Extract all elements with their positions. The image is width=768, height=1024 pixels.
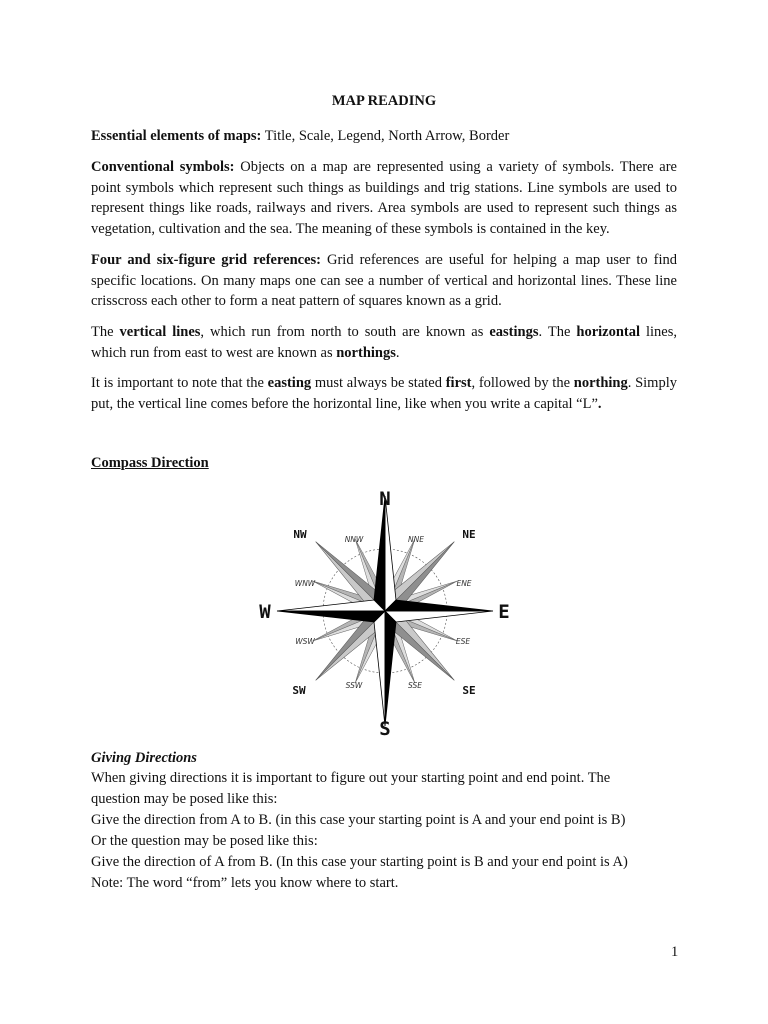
- vertical-lines-term: vertical lines: [119, 324, 201, 340]
- essential-elements-label: Essential elements of maps:: [91, 128, 262, 144]
- text-run: .: [395, 344, 400, 361]
- compass-label-sse: SSE: [408, 681, 422, 690]
- text-run: . The: [538, 324, 577, 340]
- giving-directions-line: Give the direction of A from B. (In this case your starting point is B and your end point is A): [91, 854, 628, 870]
- easting-first-paragraph: [91, 373, 677, 414]
- compass-label-nnw: NNW: [344, 535, 364, 544]
- compass-label-s: S: [379, 718, 391, 740]
- compass-direction-heading: Compass Direction: [91, 455, 209, 471]
- giving-directions-line: Or the question may be posed like this:: [91, 833, 318, 849]
- compass-label-ese: ESE: [455, 637, 471, 646]
- giving-directions-line: question may be posed like this:: [91, 791, 278, 807]
- text-run: .: [597, 395, 602, 412]
- compass-label-w: W: [259, 601, 271, 623]
- text-run: , which run from north to south are known as: [200, 324, 490, 340]
- giving-directions-heading: Giving Directions: [91, 750, 197, 766]
- compass-label-ene: ENE: [456, 579, 472, 588]
- conventional-symbols-paragraph: [91, 157, 677, 239]
- giving-directions-line: Note: The word “from” lets you know where to start.: [91, 875, 399, 891]
- easting-term: easting: [267, 375, 312, 391]
- cardinal-points: [277, 496, 493, 726]
- compass-label-nne: NNE: [408, 535, 424, 544]
- text-run: The: [91, 324, 120, 340]
- essential-elements-paragraph: [91, 126, 677, 147]
- compass-label-ne: NE: [462, 528, 476, 541]
- grid-references-paragraph: [91, 250, 677, 312]
- text-run: lines, which run from east to west are known as: [91, 324, 678, 361]
- horizontal-term: horizontal: [576, 324, 641, 340]
- conventional-symbols-label: Conventional symbols:: [91, 159, 235, 175]
- compass-label-ssw: SSW: [345, 681, 363, 690]
- compass-label-wnw: WNW: [294, 579, 316, 588]
- essential-elements-text: Title, Scale, Legend, North Arrow, Border: [261, 128, 510, 144]
- grid-references-label: Four and six-figure grid references:: [91, 252, 321, 268]
- eastings-northings-paragraph: [91, 322, 677, 363]
- conventional-symbols-text: Objects on a map are represented using a variety of symbols. There are point symbols which represent such things as buildings and trig stations. Line symbols are used to represent things like roads, railways and rivers. Area symbols are used to represent such things as vegetation, cultivation and the sea. The meaning of these symbols is contained in the key.: [91, 159, 677, 237]
- eastings-term: eastings: [489, 324, 539, 340]
- text-run: must always be stated: [311, 375, 446, 391]
- text-run: , followed by the: [471, 375, 574, 391]
- first-term: first: [445, 375, 472, 391]
- text-run: It is important to note that the: [91, 375, 268, 391]
- giving-directions-line: Give the direction from A to B. (in this case your starting point is A and your end point is B): [91, 812, 626, 828]
- compass-label-nw: NW: [293, 528, 307, 541]
- page-title: MAP READING: [331, 93, 437, 109]
- text-run: . Simply put, the vertical line comes before the horizontal line, like when you write a capital “L”: [91, 375, 677, 412]
- compass-label-se: SE: [462, 684, 476, 697]
- page-number: 1: [671, 944, 679, 960]
- northings-term: northings: [336, 344, 396, 361]
- compass-label-n: N: [379, 488, 391, 510]
- grid-references-text: Grid references are useful for helping a map user to find specific locations. On many maps one can see a number of vertical and horizontal lines. These line crisscross each other to form a neat pattern of squares known as a grid.: [91, 252, 677, 310]
- northing-term: northing: [573, 375, 628, 391]
- compass-rose-figure: [250, 480, 520, 742]
- compass-label-sw: SW: [292, 684, 306, 697]
- compass-label-wsw: WSW: [295, 637, 315, 646]
- compass-label-e: E: [498, 601, 510, 623]
- giving-directions-line: When giving directions it is important to figure out your starting point and end point. The: [91, 770, 611, 786]
